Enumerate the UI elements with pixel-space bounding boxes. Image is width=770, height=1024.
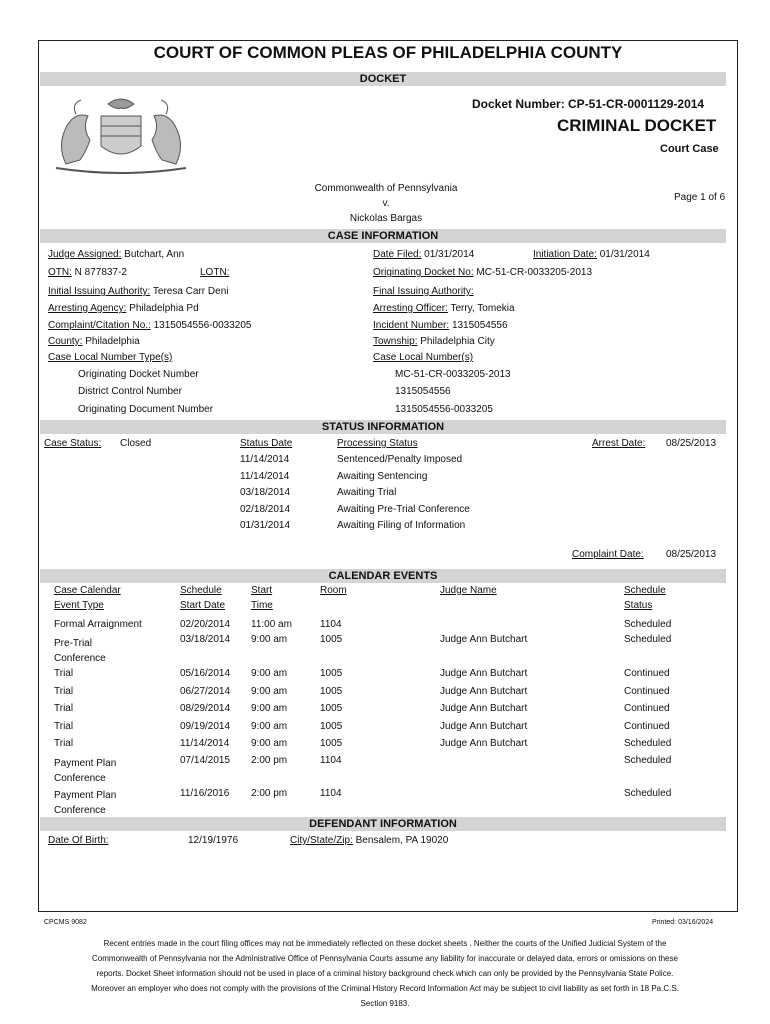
calendar-time: 9:00 am	[251, 686, 288, 697]
calendar-event: Formal Arraignment	[54, 619, 142, 630]
calendar-header-schedule: Schedule	[180, 585, 222, 596]
calendar-event: Payment Plan	[54, 758, 117, 769]
calendar-status: Scheduled	[624, 738, 672, 749]
calendar-date: 06/27/2014	[180, 686, 231, 697]
calendar-event: Trial	[54, 738, 74, 749]
calendar-event: Conference	[54, 653, 106, 664]
local-type: Originating Document Number	[78, 404, 214, 415]
calendar-judge: Judge Ann Butchart	[440, 703, 528, 714]
initial-authority-label: Initial Issuing Authority:	[48, 286, 151, 297]
township-label: Township:	[373, 336, 418, 347]
calendar-room: 1005	[320, 668, 343, 679]
county-label: County:	[48, 336, 83, 347]
printed-date: Printed: 03/16/2024	[652, 919, 714, 926]
calendar-event: Payment Plan	[54, 790, 117, 801]
initiation-date-label: Initiation Date:	[533, 249, 597, 260]
calendar-status: Continued	[624, 721, 670, 732]
calendar-room: 1005	[320, 686, 343, 697]
local-type: Originating Docket Number	[78, 369, 199, 380]
case-information-bar: CASE INFORMATION	[40, 229, 726, 243]
calendar-date: 05/16/2014	[180, 668, 231, 679]
arrest-date-label: Arrest Date:	[592, 438, 646, 449]
arresting-agency-label: Arresting Agency:	[48, 303, 127, 314]
calendar-room: 1005	[320, 634, 343, 645]
calendar-event: Trial	[54, 686, 74, 697]
calendar-judge: Judge Ann Butchart	[440, 686, 528, 697]
calendar-room: 1104	[320, 788, 342, 799]
otn-value: N 877837-2	[74, 267, 127, 278]
arresting-officer-value: Terry, Tomekia	[450, 303, 515, 314]
status-row-status: Awaiting Filing of Information	[337, 520, 466, 531]
dob-label: Date Of Birth:	[48, 835, 109, 846]
calendar-header-event: Case Calendar	[54, 585, 121, 596]
calendar-header-start: Start	[251, 585, 273, 596]
calendar-time: 9:00 am	[251, 703, 288, 714]
local-number: 1315054556-0033205	[395, 404, 493, 415]
disclaimer: Recent entries made in the court filing offices may not be immediately reflected on these docket sheets . Neither the courts of the Unified Judicial System of the Commonwealth of Pennsylvania nor the Administrative Office of Pennsylvania Courts assume any liability for inaccurate or delayed data, errors or omissions on these reports. Docket Sheet information should not be used in place of a criminal history background check which can only be provided by the Pennsylvania State Police. Moreover an employer who does not comply with the provisions of the Criminal History Record Information Act may be subject to civil liability as set forth in 18 Pa.C.S. Section 9183.	[91, 939, 679, 1008]
judge-value: Butchart, Ann	[124, 249, 185, 260]
incident-value: 1315054556	[451, 320, 508, 331]
arrest-date-value: 08/25/2013	[666, 438, 717, 449]
case-status-value: Closed	[120, 438, 152, 449]
county-value: Philadelphia	[85, 336, 140, 347]
calendar-date: 03/18/2014	[180, 634, 231, 645]
local-numbers-label: Case Local Number(s)	[373, 352, 474, 363]
calendar-event: Trial	[54, 721, 74, 732]
page-number: Page 1 of 6	[674, 192, 726, 203]
calendar-event: Trial	[54, 668, 74, 679]
calendar-time: 2:00 pm	[251, 755, 288, 766]
calendar-room: 1104	[320, 619, 342, 630]
otn-label: OTN:	[48, 267, 72, 278]
caption-versus: v.	[382, 198, 390, 209]
status-row-date: 11/14/2014	[240, 471, 290, 482]
calendar-date: 11/16/2016	[180, 788, 230, 799]
calendar-date: 02/20/2014	[180, 619, 231, 630]
judge-label: Judge Assigned:	[48, 249, 122, 260]
calendar-room: 1005	[320, 721, 343, 732]
calendar-time: 9:00 am	[251, 668, 288, 679]
complaint-date-value: 08/25/2013	[666, 549, 717, 560]
local-type: District Control Number	[78, 386, 182, 397]
status-row-status: Awaiting Sentencing	[337, 471, 428, 482]
court-title: COURT OF COMMON PLEAS OF PHILADELPHIA COUNTY	[153, 43, 623, 62]
city-value: Bensalem, PA 19020	[355, 835, 449, 846]
calendar-header-start: Time	[251, 600, 273, 611]
calendar-status: Scheduled	[624, 755, 672, 766]
date-filed-label: Date Filed:	[373, 249, 422, 260]
calendar-time: 11:00 am	[251, 619, 292, 630]
complaint-date-label: Complaint Date:	[572, 549, 644, 560]
calendar-status: Continued	[624, 686, 670, 697]
calendar-status: Continued	[624, 668, 670, 679]
local-number: MC-51-CR-0033205-2013	[395, 369, 511, 380]
processing-status-header: Processing Status	[337, 438, 418, 449]
arresting-officer-label: Arresting Officer:	[373, 303, 448, 314]
arresting-agency-value: Philadelphia Pd	[129, 303, 199, 314]
calendar-room: 1005	[320, 738, 343, 749]
dob-value: 12/19/1976	[188, 835, 239, 846]
calendar-status: Scheduled	[624, 619, 672, 630]
calendar-header-status: Status	[624, 600, 653, 611]
final-authority-label: Final Issuing Authority:	[373, 286, 474, 297]
status-information-bar: STATUS INFORMATION	[40, 420, 726, 434]
case-kind: Court Case	[660, 143, 719, 155]
lotn-label: LOTN:	[200, 267, 230, 278]
calendar-event: Conference	[54, 805, 106, 816]
township-value: Philadelphia City	[420, 336, 495, 347]
complaint-value: 1315054556-0033205	[153, 320, 252, 331]
incident-label: Incident Number:	[373, 320, 450, 331]
initiation-date-value: 01/31/2014	[599, 249, 650, 260]
status-row-date: 03/18/2014	[240, 487, 291, 498]
calendar-judge: Judge Ann Butchart	[440, 721, 528, 732]
status-row-status: Sentenced/Penalty Imposed	[337, 454, 463, 465]
calendar-date: 11/14/2014	[180, 738, 230, 749]
calendar-judge: Judge Ann Butchart	[440, 668, 528, 679]
city-label: City/State/Zip:	[290, 835, 353, 846]
calendar-room: 1005	[320, 703, 343, 714]
calendar-header-judge: Judge Name	[440, 585, 497, 596]
calendar-status: Scheduled	[624, 634, 672, 645]
form-number: CPCMS 9082	[44, 919, 87, 926]
orig-docket-label: Originating Docket No:	[373, 267, 474, 278]
defendant-information-bar: DEFENDANT INFORMATION	[40, 817, 726, 831]
calendar-status: Continued	[624, 703, 670, 714]
calendar-time: 9:00 am	[251, 634, 288, 645]
calendar-header-event: Event Type	[54, 600, 104, 611]
status-row-date: 11/14/2014	[240, 454, 290, 465]
complaint-label: Complaint/Citation No.:	[48, 320, 151, 331]
caption-defendant: Nickolas Bargas	[349, 213, 423, 224]
status-row-status: Awaiting Pre-Trial Conference	[337, 504, 470, 515]
local-types-label: Case Local Number Type(s)	[48, 352, 173, 363]
status-row-date: 02/18/2014	[240, 504, 291, 515]
orig-docket-value: MC-51-CR-0033205-2013	[476, 267, 593, 278]
calendar-time: 2:00 pm	[251, 788, 288, 799]
calendar-header-schedule: Start Date	[180, 600, 226, 611]
docket-number: Docket Number: CP-51-CR-0001129-2014	[472, 97, 705, 111]
docket-type: CRIMINAL DOCKET	[557, 116, 717, 135]
calendar-date: 07/14/2015	[180, 755, 231, 766]
calendar-date: 09/19/2014	[180, 721, 231, 732]
calendar-judge: Judge Ann Butchart	[440, 738, 528, 749]
calendar-status: Scheduled	[624, 788, 672, 799]
calendar-event: Pre-Trial	[54, 638, 92, 649]
calendar-event: Trial	[54, 703, 74, 714]
calendar-header-status: Schedule	[624, 585, 666, 596]
status-row-date: 01/31/2014	[240, 520, 291, 531]
status-row-status: Awaiting Trial	[337, 487, 397, 498]
date-filed-value: 01/31/2014	[424, 249, 475, 260]
pennsylvania-coat-of-arms-icon	[46, 94, 196, 176]
calendar-judge: Judge Ann Butchart	[440, 634, 528, 645]
case-status-label: Case Status:	[44, 438, 102, 449]
calendar-events-bar: CALENDAR EVENTS	[40, 569, 726, 583]
calendar-time: 9:00 am	[251, 738, 288, 749]
calendar-event: Conference	[54, 773, 106, 784]
calendar-room: 1104	[320, 755, 342, 766]
status-date-header: Status Date	[240, 438, 293, 449]
docket-bar: DOCKET	[40, 72, 726, 86]
initial-authority-value: Teresa Carr Deni	[152, 286, 229, 297]
calendar-header-room: Room	[320, 585, 347, 596]
local-number: 1315054556	[395, 386, 451, 397]
caption-plaintiff: Commonwealth of Pennsylvania	[314, 183, 458, 194]
calendar-time: 9:00 am	[251, 721, 288, 732]
calendar-date: 08/29/2014	[180, 703, 231, 714]
